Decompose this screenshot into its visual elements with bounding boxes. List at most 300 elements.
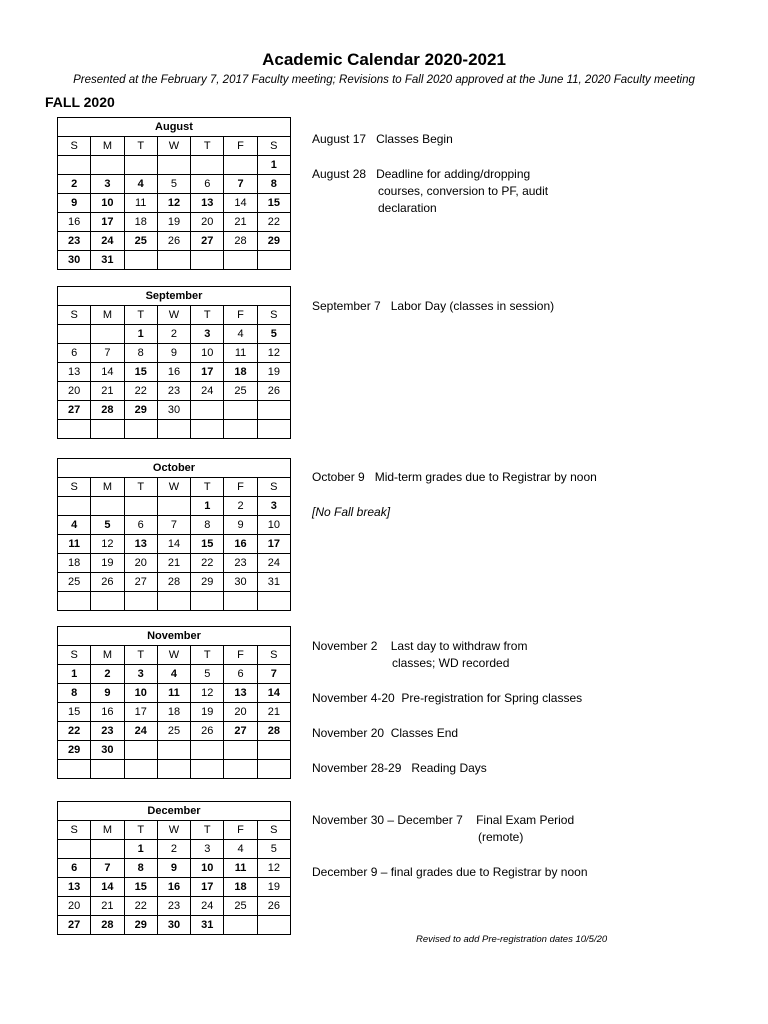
- day-cell: 1: [257, 156, 290, 175]
- weekday-label: F: [224, 478, 257, 497]
- day-cell: 6: [58, 344, 91, 363]
- day-cell: 22: [58, 722, 91, 741]
- day-cell: [58, 592, 91, 611]
- day-cell: 20: [58, 897, 91, 916]
- day-cell: [124, 741, 157, 760]
- day-cell: 11: [124, 194, 157, 213]
- week-row: [58, 232, 291, 251]
- day-cell: 26: [157, 232, 190, 251]
- week-row: [58, 363, 291, 382]
- weekday-label: F: [224, 646, 257, 665]
- weekday-label: T: [124, 821, 157, 840]
- day-cell: 9: [157, 344, 190, 363]
- day-cell: 27: [58, 916, 91, 935]
- day-cell: 18: [58, 554, 91, 573]
- day-cell: 25: [157, 722, 190, 741]
- day-cell: 31: [91, 251, 124, 270]
- day-cell: [58, 840, 91, 859]
- day-cell: 29: [124, 401, 157, 420]
- day-cell: [91, 420, 124, 439]
- event-nov-2: [312, 638, 732, 672]
- calendar-october: [57, 458, 291, 611]
- weekday-label: W: [157, 137, 190, 156]
- day-cell: [257, 592, 290, 611]
- day-cell: 16: [157, 363, 190, 382]
- day-cell: [91, 325, 124, 344]
- event-date: November 30 – December 7: [312, 813, 463, 827]
- day-cell: [257, 760, 290, 779]
- page-subtitle: Presented at the February 7, 2017 Faculty meeting; Revisions to Fall 2020 approved at the June 11, 2020 Faculty meeting: [73, 74, 695, 86]
- month-name: December: [58, 802, 291, 821]
- week-row: [58, 156, 291, 175]
- day-cell: 23: [157, 897, 190, 916]
- day-cell: 8: [124, 344, 157, 363]
- day-cell: 30: [157, 401, 190, 420]
- event-dec-9: December 9 – final grades due to Registrar by noon: [312, 865, 588, 879]
- event-text: Mid-term grades due to Registrar by noon: [374, 470, 597, 484]
- day-cell: 5: [257, 840, 290, 859]
- day-cell: 21: [224, 213, 257, 232]
- event-nov-4-20: [312, 690, 732, 707]
- day-cell: 2: [157, 840, 190, 859]
- calendar-november: [57, 626, 291, 779]
- day-cell: 8: [124, 859, 157, 878]
- week-row: [58, 401, 291, 420]
- day-cell: 3: [257, 497, 290, 516]
- calendar-september: [57, 286, 291, 439]
- day-cell: [124, 592, 157, 611]
- day-cell: 19: [91, 554, 124, 573]
- day-cell: [224, 760, 257, 779]
- day-cell: 11: [157, 684, 190, 703]
- week-row: [58, 325, 291, 344]
- day-cell: 23: [91, 722, 124, 741]
- day-cell: [224, 916, 257, 935]
- week-row: [58, 897, 291, 916]
- week-row: [58, 213, 291, 232]
- day-cell: [157, 156, 190, 175]
- calendar-august: [57, 117, 291, 270]
- day-cell: 7: [91, 344, 124, 363]
- day-cell: 28: [157, 573, 190, 592]
- month-name: August: [58, 118, 291, 137]
- weekday-label: S: [58, 478, 91, 497]
- weekday-label: S: [257, 478, 290, 497]
- day-cell: 23: [224, 554, 257, 573]
- event-aug-17: [312, 131, 732, 148]
- event-text: Deadline for adding/dropping: [376, 167, 531, 181]
- event-text: Reading Days: [411, 761, 487, 775]
- weekday-label: F: [224, 137, 257, 156]
- day-cell: [224, 592, 257, 611]
- day-cell: 19: [191, 703, 224, 722]
- day-cell: [191, 760, 224, 779]
- day-cell: 10: [91, 194, 124, 213]
- semester-heading: FALL 2020: [45, 94, 115, 110]
- day-cell: 29: [58, 741, 91, 760]
- day-cell: 7: [224, 175, 257, 194]
- day-cell: 1: [124, 325, 157, 344]
- day-cell: 6: [191, 175, 224, 194]
- weekday-label: T: [191, 478, 224, 497]
- day-cell: 18: [224, 878, 257, 897]
- day-cell: 25: [124, 232, 157, 251]
- event-text: classes; WD recorded: [392, 656, 510, 670]
- weekday-label: T: [191, 821, 224, 840]
- weekday-label: S: [257, 137, 290, 156]
- day-cell: 27: [124, 573, 157, 592]
- day-cell: 17: [124, 703, 157, 722]
- day-cell: 17: [257, 535, 290, 554]
- day-cell: 16: [91, 703, 124, 722]
- day-cell: 5: [257, 325, 290, 344]
- day-cell: 2: [58, 175, 91, 194]
- day-cell: 19: [257, 878, 290, 897]
- day-cell: 17: [91, 213, 124, 232]
- day-cell: 26: [91, 573, 124, 592]
- day-cell: 14: [257, 684, 290, 703]
- day-cell: [191, 420, 224, 439]
- day-cell: 6: [124, 516, 157, 535]
- day-cell: [157, 741, 190, 760]
- day-cell: 3: [191, 840, 224, 859]
- day-cell: 28: [91, 401, 124, 420]
- weekday-label: W: [157, 646, 190, 665]
- week-row: [58, 840, 291, 859]
- day-cell: 14: [91, 363, 124, 382]
- event-date: November 4-20: [312, 691, 395, 705]
- day-cell: 13: [224, 684, 257, 703]
- day-cell: [257, 916, 290, 935]
- day-cell: 4: [224, 325, 257, 344]
- event-text: Pre-registration for Spring classes: [401, 691, 583, 705]
- day-cell: 25: [224, 382, 257, 401]
- day-cell: 26: [191, 722, 224, 741]
- event-oct-note: [No Fall break]: [312, 505, 391, 519]
- day-cell: 10: [124, 684, 157, 703]
- day-cell: 24: [257, 554, 290, 573]
- day-cell: 27: [224, 722, 257, 741]
- event-text: Classes End: [390, 726, 459, 740]
- week-row: [58, 592, 291, 611]
- weekday-label: T: [191, 137, 224, 156]
- day-cell: 28: [224, 232, 257, 251]
- event-date: October 9: [312, 470, 365, 484]
- day-cell: [224, 420, 257, 439]
- day-cell: 11: [224, 859, 257, 878]
- day-cell: 6: [224, 665, 257, 684]
- day-cell: 24: [191, 382, 224, 401]
- day-cell: 8: [257, 175, 290, 194]
- weekday-label: W: [157, 478, 190, 497]
- weekday-label: W: [157, 821, 190, 840]
- day-cell: 13: [124, 535, 157, 554]
- day-cell: 2: [91, 665, 124, 684]
- day-cell: 12: [257, 859, 290, 878]
- day-cell: 9: [157, 859, 190, 878]
- day-cell: [157, 592, 190, 611]
- day-cell: 6: [58, 859, 91, 878]
- day-cell: [58, 420, 91, 439]
- day-cell: 14: [157, 535, 190, 554]
- day-cell: 10: [191, 859, 224, 878]
- day-cell: 13: [191, 194, 224, 213]
- week-row: [58, 684, 291, 703]
- day-cell: 16: [58, 213, 91, 232]
- day-cell: [224, 251, 257, 270]
- day-cell: 28: [257, 722, 290, 741]
- day-cell: 15: [124, 363, 157, 382]
- week-row: [58, 878, 291, 897]
- day-cell: 4: [157, 665, 190, 684]
- event-date: August 17: [312, 132, 367, 146]
- month-name: September: [58, 287, 291, 306]
- day-cell: 29: [257, 232, 290, 251]
- week-row: [58, 194, 291, 213]
- week-row: [58, 916, 291, 935]
- day-cell: 21: [257, 703, 290, 722]
- day-cell: 20: [224, 703, 257, 722]
- day-cell: 31: [191, 916, 224, 935]
- day-cell: [124, 251, 157, 270]
- day-cell: 25: [58, 573, 91, 592]
- week-row: [58, 703, 291, 722]
- weekday-label: S: [58, 646, 91, 665]
- month-name: October: [58, 459, 291, 478]
- day-cell: 9: [224, 516, 257, 535]
- day-cell: 20: [124, 554, 157, 573]
- day-cell: 18: [157, 703, 190, 722]
- weekday-label: S: [58, 306, 91, 325]
- calendar-december: [57, 801, 291, 935]
- day-cell: 10: [191, 344, 224, 363]
- day-cell: 30: [157, 916, 190, 935]
- weekday-label: S: [257, 646, 290, 665]
- day-cell: [58, 497, 91, 516]
- day-cell: [191, 592, 224, 611]
- weekday-label: F: [224, 306, 257, 325]
- event-oct-9: [312, 469, 732, 486]
- week-row: [58, 722, 291, 741]
- day-cell: [157, 420, 190, 439]
- day-cell: 23: [157, 382, 190, 401]
- day-cell: [91, 760, 124, 779]
- day-cell: 3: [124, 665, 157, 684]
- day-cell: 28: [91, 916, 124, 935]
- day-cell: 15: [257, 194, 290, 213]
- page-title: Academic Calendar 2020-2021: [262, 50, 506, 69]
- weekday-label: T: [124, 137, 157, 156]
- day-cell: 20: [58, 382, 91, 401]
- weekday-label: S: [58, 137, 91, 156]
- weekday-label: M: [91, 646, 124, 665]
- day-cell: 11: [58, 535, 91, 554]
- event-text: Labor Day (classes in session): [390, 299, 555, 313]
- day-cell: 23: [58, 232, 91, 251]
- day-cell: 5: [191, 665, 224, 684]
- event-final-exams: [312, 812, 732, 846]
- day-cell: 18: [124, 213, 157, 232]
- weekday-label: M: [91, 821, 124, 840]
- day-cell: 15: [191, 535, 224, 554]
- day-cell: [257, 251, 290, 270]
- day-cell: 4: [224, 840, 257, 859]
- event-text: Final Exam Period: [476, 813, 575, 827]
- day-cell: [91, 592, 124, 611]
- day-cell: 29: [124, 916, 157, 935]
- day-cell: 12: [91, 535, 124, 554]
- event-date: November 20: [312, 726, 385, 740]
- weekday-label: T: [124, 646, 157, 665]
- day-cell: [91, 497, 124, 516]
- day-cell: 11: [224, 344, 257, 363]
- day-cell: [91, 156, 124, 175]
- event-aug-28: [312, 166, 732, 217]
- week-row: [58, 859, 291, 878]
- day-cell: 19: [157, 213, 190, 232]
- day-cell: 21: [157, 554, 190, 573]
- day-cell: [58, 156, 91, 175]
- weekday-label: M: [91, 306, 124, 325]
- week-row: [58, 554, 291, 573]
- day-cell: [257, 420, 290, 439]
- day-cell: [124, 156, 157, 175]
- day-cell: 1: [58, 665, 91, 684]
- week-row: [58, 251, 291, 270]
- event-nov-20: [312, 725, 732, 742]
- day-cell: 1: [124, 840, 157, 859]
- weekday-label: M: [91, 137, 124, 156]
- day-cell: [58, 325, 91, 344]
- day-cell: 3: [191, 325, 224, 344]
- day-cell: 21: [91, 897, 124, 916]
- day-cell: 17: [191, 878, 224, 897]
- day-cell: 25: [224, 897, 257, 916]
- day-cell: 24: [191, 897, 224, 916]
- event-text: courses, conversion to PF, audit: [378, 184, 549, 198]
- revision-note: Revised to add Pre-registration dates 10/5/20: [416, 934, 608, 945]
- weekday-label: T: [124, 478, 157, 497]
- day-cell: 30: [224, 573, 257, 592]
- day-cell: 26: [257, 897, 290, 916]
- day-cell: 8: [58, 684, 91, 703]
- day-cell: 12: [257, 344, 290, 363]
- day-cell: 16: [224, 535, 257, 554]
- weekday-label: T: [191, 306, 224, 325]
- day-cell: 4: [58, 516, 91, 535]
- day-cell: 27: [58, 401, 91, 420]
- week-row: [58, 760, 291, 779]
- day-cell: 1: [191, 497, 224, 516]
- weekday-label: F: [224, 821, 257, 840]
- day-cell: [224, 156, 257, 175]
- weekday-label: T: [191, 646, 224, 665]
- day-cell: [58, 760, 91, 779]
- day-cell: 9: [91, 684, 124, 703]
- event-text: (remote): [478, 830, 524, 844]
- day-cell: 24: [91, 232, 124, 251]
- event-date: November 28-29: [312, 761, 402, 775]
- day-cell: 29: [191, 573, 224, 592]
- day-cell: [157, 497, 190, 516]
- day-cell: 22: [257, 213, 290, 232]
- day-cell: 13: [58, 363, 91, 382]
- week-row: [58, 535, 291, 554]
- weekday-label: W: [157, 306, 190, 325]
- day-cell: 2: [224, 497, 257, 516]
- day-cell: 30: [91, 741, 124, 760]
- day-cell: 14: [224, 194, 257, 213]
- day-cell: 13: [58, 878, 91, 897]
- day-cell: [191, 251, 224, 270]
- event-date: September 7: [312, 299, 381, 313]
- week-row: [58, 573, 291, 592]
- day-cell: [191, 156, 224, 175]
- week-row: [58, 344, 291, 363]
- day-cell: 22: [191, 554, 224, 573]
- day-cell: 12: [191, 684, 224, 703]
- day-cell: 19: [257, 363, 290, 382]
- event-nov-28-29: [312, 760, 732, 777]
- month-name: November: [58, 627, 291, 646]
- day-cell: 21: [91, 382, 124, 401]
- event-date: August 28: [312, 167, 367, 181]
- day-cell: 17: [191, 363, 224, 382]
- day-cell: 5: [157, 175, 190, 194]
- day-cell: 26: [257, 382, 290, 401]
- day-cell: [124, 420, 157, 439]
- day-cell: 4: [124, 175, 157, 194]
- week-row: [58, 741, 291, 760]
- week-row: [58, 665, 291, 684]
- day-cell: 3: [91, 175, 124, 194]
- day-cell: 9: [58, 194, 91, 213]
- week-row: [58, 420, 291, 439]
- day-cell: 30: [58, 251, 91, 270]
- day-cell: 22: [124, 897, 157, 916]
- day-cell: 27: [191, 232, 224, 251]
- day-cell: 10: [257, 516, 290, 535]
- week-row: [58, 382, 291, 401]
- day-cell: 14: [91, 878, 124, 897]
- day-cell: 20: [191, 213, 224, 232]
- weekday-label: S: [257, 306, 290, 325]
- day-cell: [257, 401, 290, 420]
- day-cell: [224, 401, 257, 420]
- event-date: November 2: [312, 639, 378, 653]
- weekday-label: S: [257, 821, 290, 840]
- day-cell: 22: [124, 382, 157, 401]
- day-cell: 15: [124, 878, 157, 897]
- event-text: Last day to withdraw from: [390, 639, 528, 653]
- week-row: [58, 175, 291, 194]
- day-cell: 24: [124, 722, 157, 741]
- day-cell: [91, 840, 124, 859]
- day-cell: [191, 741, 224, 760]
- day-cell: 5: [91, 516, 124, 535]
- event-text: Classes Begin: [376, 132, 453, 146]
- day-cell: 15: [58, 703, 91, 722]
- weekday-label: S: [58, 821, 91, 840]
- day-cell: 7: [257, 665, 290, 684]
- day-cell: 2: [157, 325, 190, 344]
- event-sep-7: [312, 298, 732, 315]
- day-cell: 8: [191, 516, 224, 535]
- day-cell: [224, 741, 257, 760]
- weekday-label: M: [91, 478, 124, 497]
- day-cell: [257, 741, 290, 760]
- week-row: [58, 497, 291, 516]
